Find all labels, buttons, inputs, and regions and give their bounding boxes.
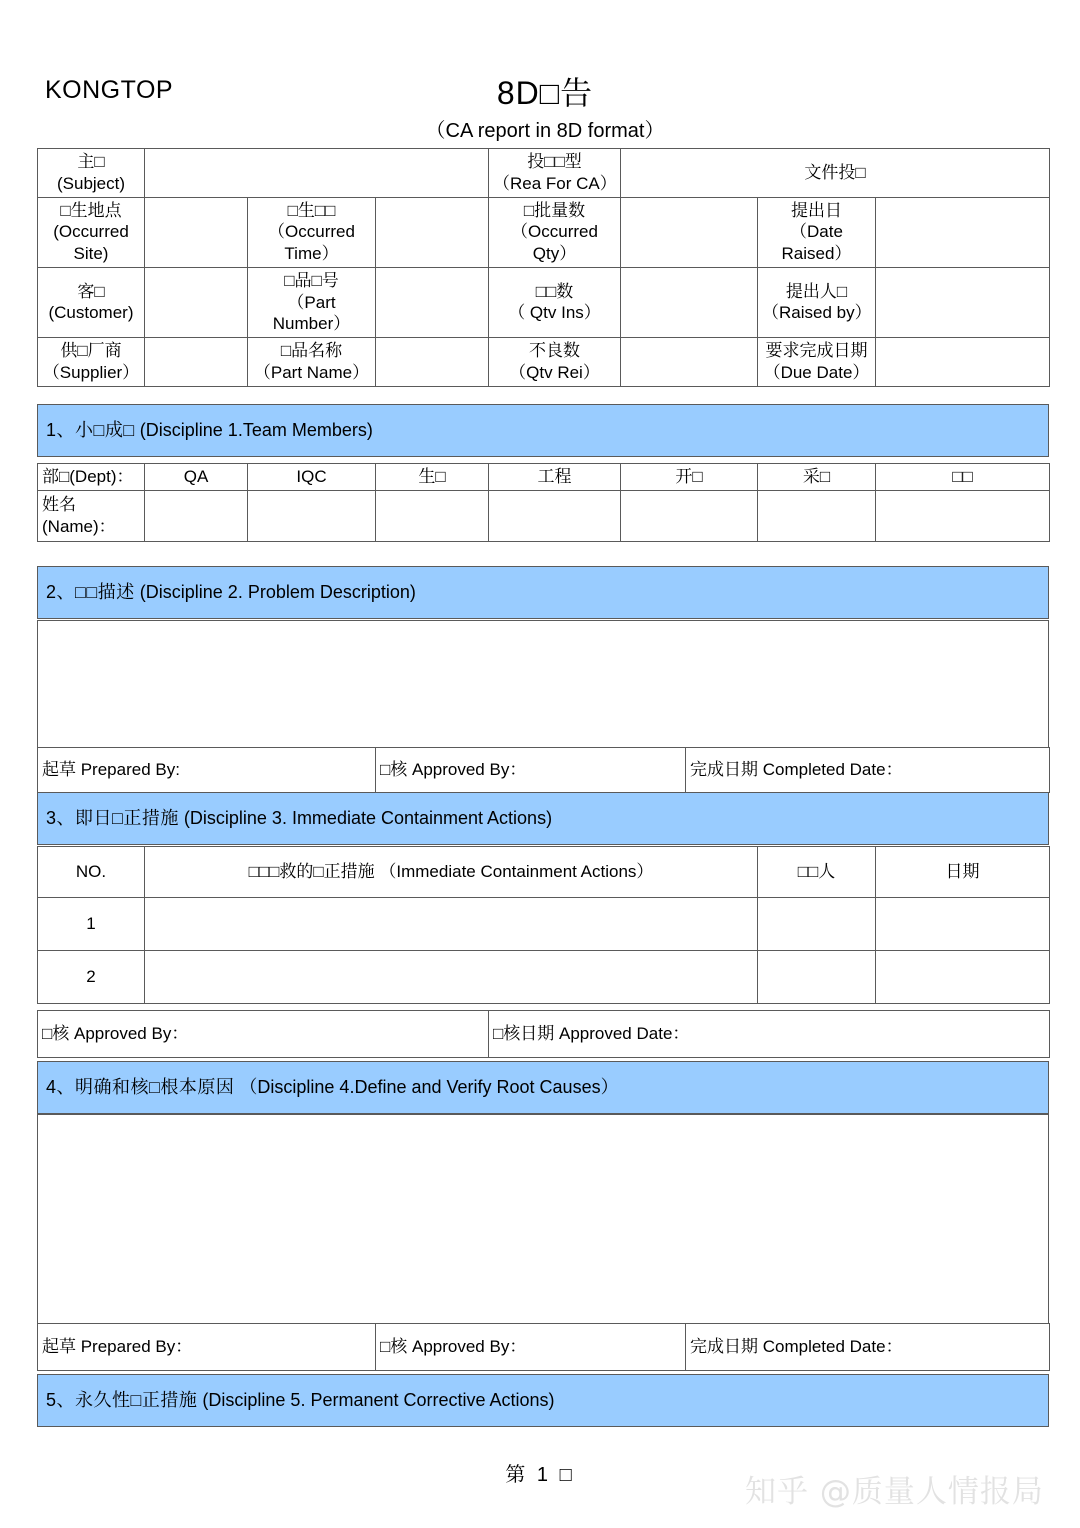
d1-bar-label-cn: 1、小□成□ [46,420,135,440]
d2-approved-by-label[interactable]: □核 Approved By： [376,748,686,793]
field-occurred-qty-value[interactable] [621,197,758,267]
table-row [38,847,1050,898]
field-subject-value[interactable] [145,149,489,198]
col-header-owner: □□人 [758,847,876,898]
d5-bar-label-en: (Discipline 5. Permanent Corrective Actions) [202,1390,555,1410]
d1-bar-label-en: (Discipline 1.Team Members) [139,420,373,440]
d1-bar-cell [38,405,1049,457]
date-raised-label-cn: 提出日 [791,200,842,220]
field-customer-value[interactable] [145,267,248,337]
table-row [38,1375,1049,1427]
dept-cell-0: QA [145,464,248,491]
raised-by-label-cn: 提出人□ [785,281,848,301]
supplier-label-en: （Supplier） [42,362,140,382]
field-date-raised-value[interactable] [876,197,1050,267]
table-row [38,490,1050,541]
d4-bar-cell [38,1062,1049,1114]
table-row [38,1011,1050,1058]
d3-bar-label-cn: 3、即日□正措施 [46,808,179,828]
field-due-date-value[interactable] [876,338,1050,387]
occurred-qty-label-cn: □批量数 [523,200,586,220]
containment-actions-table [37,846,1050,1004]
watermark-text: 知乎 @质量人情报局 [745,1474,1044,1510]
d4-body-table [37,1114,1049,1325]
cell-occurred-site-label [38,197,145,267]
table-row [38,1062,1049,1114]
dept-cell-3: 工程 [489,464,621,491]
d5-bar-label-cn: 5、永久性□正措施 [46,1390,198,1410]
part-number-label-en: （Part Number） [272,292,351,334]
part-name-label-en: （Part Name） [253,362,370,382]
table-row [38,748,1050,793]
field-name-4[interactable] [621,490,758,541]
table-row [38,793,1049,845]
customer-label-en: (Customer) [48,303,134,323]
cell-occurred-time-label [248,197,376,267]
rea-for-ca-label-en: （Rea For CA） [493,173,617,193]
field-name-6[interactable] [876,490,1050,541]
table-row [38,405,1049,457]
field-occurred-site-value[interactable] [145,197,248,267]
cell-customer-label [38,267,145,337]
raised-by-label-en: （Raised by） [762,303,872,323]
occurred-time-label-en: （Occurred Time） [268,222,355,263]
occurred-site-label-cn: □生地点 [60,200,122,220]
team-members-table [37,463,1050,542]
dept-row-label: 部□(Dept)： [38,464,145,491]
subject-label-en: (Subject) [56,173,126,193]
row-no-2: 2 [38,951,145,1004]
d4-prepared-by-label[interactable]: 起草 Prepared By： [38,1324,376,1371]
supplier-label-cn: 供□厂商 [60,341,122,360]
d3-bar-cell [38,793,1049,845]
table-row [38,267,1050,337]
field-name-1[interactable] [248,490,376,541]
due-date-label-cn: 要求完成日期 [765,341,868,360]
table-row [38,149,1050,198]
field-date-2[interactable] [876,951,1050,1004]
header-info-table [37,148,1050,387]
cell-date-raised-label [758,197,876,267]
table-row [38,464,1050,491]
d5-bar-cell [38,1375,1049,1427]
d4-signoff-table [37,1323,1050,1371]
col-header-action-en: （Immediate Containment Actions） [379,862,654,882]
occurred-time-label-cn: □生□□ [287,200,336,220]
cell-part-name-label [248,338,376,387]
field-supplier-value[interactable] [145,338,248,387]
field-part-name-value[interactable] [376,338,489,387]
qty-ins-label-en: （ Qtv Ins） [508,303,601,323]
d2-bar-cell [38,567,1049,619]
dept-cell-6: □□ [876,464,1050,491]
table-row [38,621,1049,748]
qty-ins-label-cn: □□数 [535,281,574,301]
d3-approved-by-label[interactable]: □核 Approved By： [38,1011,489,1058]
subject-label-cn: 主□ [77,152,105,171]
table-row [38,338,1050,387]
field-occurred-time-value[interactable] [376,197,489,267]
table-row [38,951,1050,1004]
d4-bar-label-cn: 4、明确和核□根本原因 [46,1077,235,1097]
section-bar-d1 [37,404,1049,457]
field-problem-description[interactable] [38,621,1049,748]
page-title: 8D□告 [496,75,594,111]
part-name-label-cn: □品名称 [280,341,343,360]
cell-due-date-label [758,338,876,387]
dept-cell-5: 采□ [758,464,876,491]
part-number-label-cn: □品□号 [284,270,339,290]
cell-qty-rei-label [489,338,621,387]
cell-rea-for-ca-label [489,149,621,198]
qty-rei-label-cn: 不良数 [529,341,580,360]
d2-bar-label-en: (Discipline 2. Problem Description) [139,582,416,602]
d4-approved-by-label[interactable]: □核 Approved By： [376,1324,686,1371]
d3-bar-label-en: (Discipline 3. Immediate Containment Actions) [183,808,553,828]
field-owner-2[interactable] [758,951,876,1004]
d2-signoff-table [37,747,1050,793]
page-subtitle: （CA report in 8D format） [425,120,665,142]
field-name-0[interactable] [145,490,248,541]
field-date-1[interactable] [876,898,1050,951]
name-row-label: 姓名 (Name)： [38,490,145,541]
col-header-action [145,847,758,898]
customer-label-cn: 客□ [77,281,105,301]
d4-completed-date-label[interactable]: 完成日期 Completed Date： [686,1324,1050,1371]
d3-signoff-table [37,1010,1050,1058]
col-header-no: NO. [38,847,145,898]
section-bar-d4 [37,1061,1049,1114]
field-name-5[interactable] [758,490,876,541]
cell-occurred-qty-label [489,197,621,267]
d2-prepared-by-label[interactable]: 起草 Prepared By: [38,748,376,793]
d3-approved-date-label[interactable]: □核日期 Approved Date： [489,1011,1050,1058]
field-action-1[interactable] [145,898,758,951]
field-raised-by-value[interactable] [876,267,1050,337]
col-header-date: 日期 [876,847,1050,898]
occurred-qty-label-en: （Occurred Qty） [511,222,598,263]
occurred-site-label-en1: (Occurred [53,222,129,242]
cell-part-number-label [248,267,376,337]
field-action-2[interactable] [145,951,758,1004]
row-no-1: 1 [38,898,145,951]
table-row [38,1115,1049,1325]
section-bar-d5 [37,1374,1049,1427]
section-bar-d3 [37,792,1049,845]
field-name-3[interactable] [489,490,621,541]
table-row [38,197,1050,267]
field-qty-rei-value[interactable] [621,338,758,387]
d2-completed-date-label[interactable]: 完成日期 Completed Date： [686,748,1050,793]
d2-body-table [37,620,1049,748]
company-logo-text: KONGTOP [45,76,174,104]
occurred-site-label-en2: Site) [73,244,109,263]
cell-raised-by-label [758,267,876,337]
field-root-causes[interactable] [38,1115,1049,1325]
d2-bar-label-cn: 2、□□描述 [46,582,135,602]
qty-rei-label-en: （Qtv Rei） [509,362,600,382]
rea-for-ca-label-cn: 投□□型 [527,152,582,171]
dept-cell-1: IQC [248,464,376,491]
field-owner-1[interactable] [758,898,876,951]
date-raised-label-en: （Date Raised） [781,222,852,263]
table-row [38,1324,1050,1371]
doc-label-cn: 文件投□ [804,162,866,182]
page-number-footer: 第 1 □ [505,1464,575,1486]
cell-supplier-label [38,338,145,387]
cell-doc-label [621,149,1050,198]
field-qty-ins-value[interactable] [621,267,758,337]
section-bar-d2 [37,566,1049,619]
due-date-label-en: （Due Date） [763,362,870,382]
table-row [38,567,1049,619]
dept-cell-2: 生□ [376,464,489,491]
d4-bar-label-en: （Discipline 4.Define and Verify Root Causes） [239,1077,619,1097]
cell-subject-label [38,149,145,198]
cell-qty-ins-label [489,267,621,337]
col-header-action-cn: □□□救的□正措施 [248,862,375,882]
field-part-number-value[interactable] [376,267,489,337]
table-row [38,898,1050,951]
field-name-2[interactable] [376,490,489,541]
dept-cell-4: 开□ [621,464,758,491]
document-masthead [40,62,1050,147]
